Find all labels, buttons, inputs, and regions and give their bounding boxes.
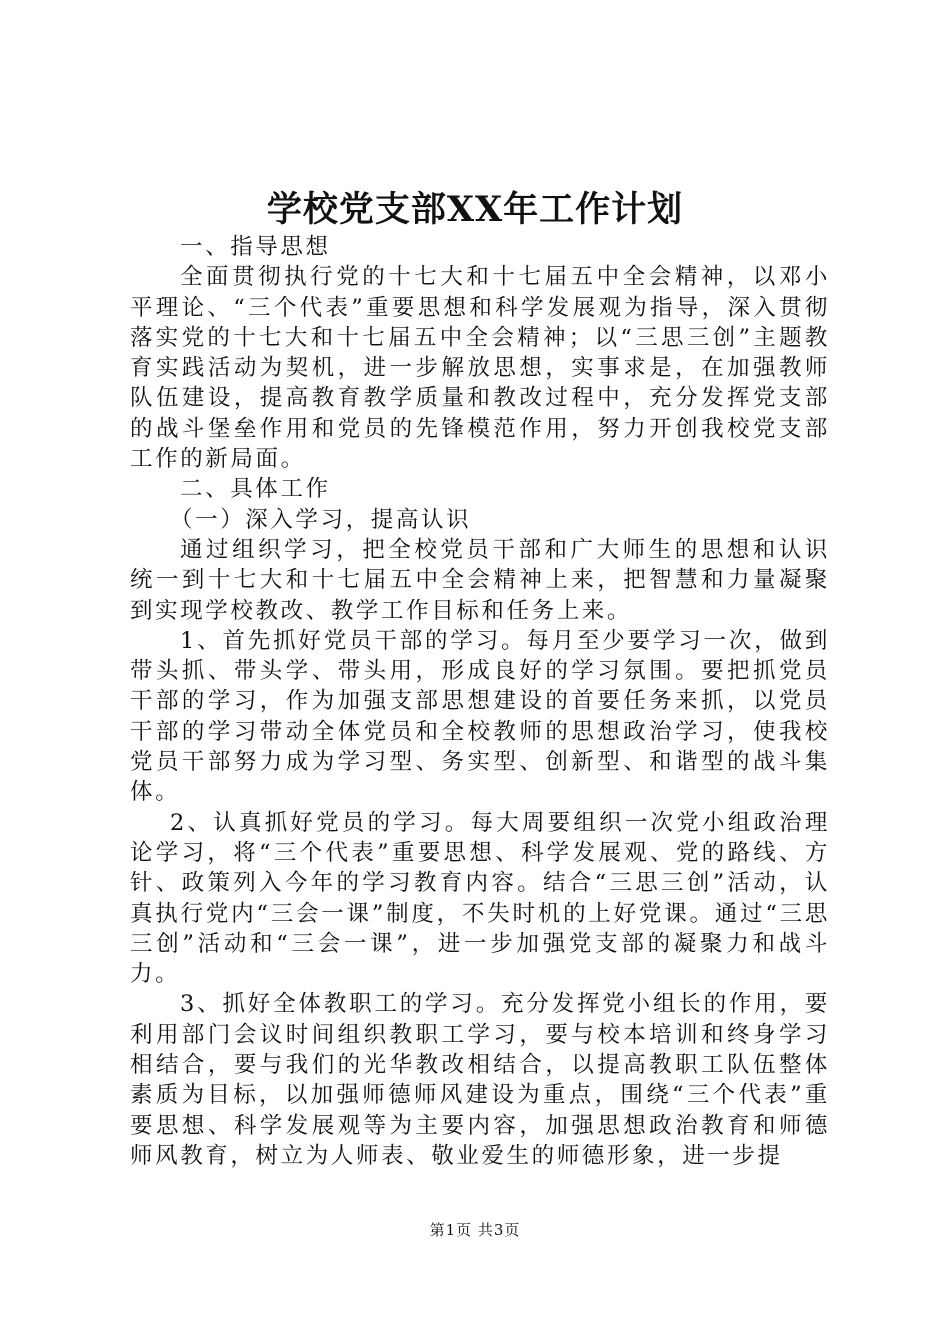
document-title: 学校党支部XX年工作计划: [266, 189, 684, 230]
body-paragraph: 3、抓好全体教职工的学习。充分发挥党小组长的作用，要利用部门会议时间组织教职工学习，要与校本培训和终身学习相结合，要与我们的光华教改相结合，以提高教职工队伍整体素质为目标，以加强师德师风建设为重点，围绕“三个代表”重要思想、科学发展观等为主要内容，加强思想政治教育和师德师风教育，树立为人师表、敬业爱生的师德形象，进一步提: [130, 991, 830, 1169]
page-footer: 第1页 共3页: [429, 1221, 521, 1239]
subsection-heading: （一）深入学习，提高认识: [170, 506, 472, 533]
body-paragraph: 通过组织学习，把全校党员干部和广大师生的思想和认识统一到十七大和十七届五中全会精神上来，把智慧和力量凝聚到实现学校教改、教学工作目标和任务上来。: [130, 536, 830, 624]
section-heading: 二、具体工作: [180, 476, 331, 503]
body-paragraph: 2、认真抓好党员的学习。每大周要组织一次党小组政治理论学习，将“三个代表”重要思想、科学发展观、党的路线、方针、政策列入今年的学习教育内容。结合“三思三创”活动，认真执行党内“三会一课”制度，不失时机的上好党课。通过“三思三创”活动和“三会一课”，进一步加强党支部的凝聚力和战斗力。: [130, 809, 830, 988]
body-paragraph: 全面贯彻执行党的十七大和十七届五中全会精神，以邓小平理论、“三个代表”重要思想和科学发展观为指导，深入贯彻落实党的十七大和十七届五中全会精神；以“三思三创”主题教育实践活动为契机，进一步解放思想，实事求是，在加强教师队伍建设，提高教育教学质量和教改过程中，充分发挥党支部的战斗堡垒作用和党员的先锋模范作用，努力开创我校党支部工作的新局面。: [130, 264, 830, 473]
body-paragraph: 1、首先抓好党员干部的学习。每月至少要学习一次，做到带头抓、带头学、带头用，形成良好的学习氛围。要把抓党员干部的学习，作为加强支部思想建设的首要任务来抓，以党员干部的学习带动全体党员和全校教师的思想政治学习，使我校党员干部努力成为学习型、务实型、创新型、和谐型的战斗集体。: [130, 627, 830, 806]
section-heading: 一、指导思想: [180, 234, 331, 260]
document-body: [130, 232, 830, 1171]
